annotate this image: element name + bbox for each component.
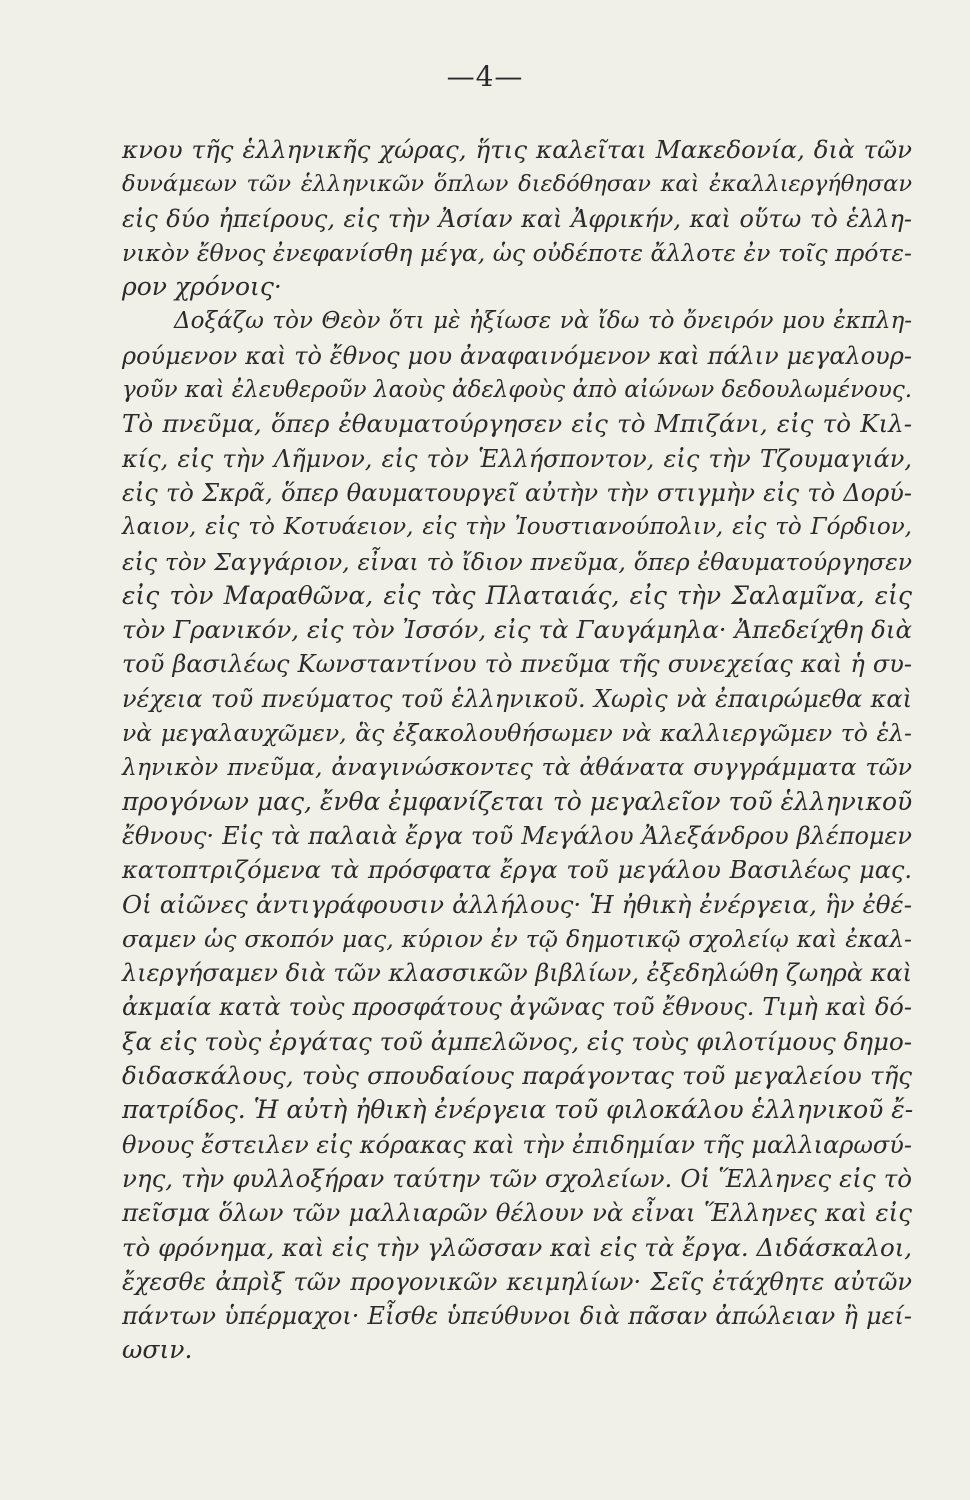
text-line: νης, τὴν φυλλοξήραν ταύτην τῶν σχολείων. Οἱ Ἕλληνες εἰς τὸ [122, 1163, 912, 1193]
text-line: ἔθνους· Εἰς τὰ παλαιὰ ἔργα τοῦ Μεγάλου Ἀλεξάνδρου βλέπομεν [122, 821, 912, 850]
text-line: ρον χρόνοις· [122, 272, 282, 302]
text-line: ρούμενον καὶ τὸ ἔθνος μου ἀναφαινόμενον καὶ πάλιν μεγαλουρ- [122, 341, 912, 370]
text-line: κατοπτριζόμενα τὰ πρόσφατα ἔργα τοῦ μεγάλου Βασιλέως μας. [122, 856, 912, 885]
text-line: δυνάμεων τῶν ἑλληνικῶν ὅπλων διεδόθησαν καὶ ἐκαλλιεργήθησαν [122, 171, 912, 198]
text-line: ἀκμαία κατὰ τοὺς προσφάτους ἀγῶνας τοῦ ἔθνους. Τιμὴ καὶ δό- [122, 993, 912, 1022]
text-line: εἰς τὸν Μαραθῶνα, εἰς τὰς Πλαταιάς, εἰς τὴν Σαλαμῖνα, εἰς [122, 580, 912, 610]
text-line: ωσιν. [122, 1335, 193, 1365]
text-line: ληνικὸν πνεῦμα, ἀναγινώσκοντες τὰ ἀθάνατα συγγράμματα τῶν [122, 753, 912, 782]
text-line: κίς, εἰς τὴν Λῆμνον, εἰς τὸν Ἑλλήσποντον, εἰς τὴν Τζουμαγιάν, [122, 444, 912, 473]
text-line: εἰς τὸ Σκρᾶ, ὅπερ θαυματουργεῖ αὐτὴν τὴν στιγμὴν εἰς τὸ Δορύ- [122, 478, 912, 507]
text-line: κνου τῆς ἑλληνικῆς χώρας, ἥτις καλεῖται Μακεδονία, διὰ τῶν [122, 135, 912, 164]
text-line: εἰς τὸν Σαγγάριον, εἶναι τὸ ἴδιον πνεῦμα, ὅπερ ἐθαυματούργησεν [122, 547, 912, 576]
text-line: Οἱ αἰῶνες ἀντιγράφουσιν ἀλλήλους· Ἡ ἠθικὴ ἐνέργεια, ἣν ἐθέ- [122, 889, 912, 919]
text-line: πεῖσμα ὅλων τῶν μαλλιαρῶν θέλουν νὰ εἶναι Ἕλληνες καὶ εἰς [122, 1198, 912, 1228]
text-line: ἔχεσθε ἀπρὶξ τῶν προγονικῶν κειμηλίων· Σεῖς ἐτάχθητε αὐτῶν [122, 1267, 912, 1296]
text-line: λαιον, εἰς τὸ Κοτυάειον, εἰς τὴν Ἰουστιανούπολιν, εἰς τὸ Γόρδιον, [122, 514, 912, 541]
text-line: νέχεια τοῦ πνεύματος τοῦ ἑλληνικοῦ. Χωρὶς νὰ ἐπαιρώμεθα καὶ [122, 684, 912, 713]
text-line: λιεργήσαμεν διὰ τῶν κλασσικῶν βιβλίων, ἐξεδηλώθη ζωηρὰ καὶ [122, 959, 912, 988]
text-line: διδασκάλους, τοὺς σπουδαίους παράγοντας τοῦ μεγαλείου τῆς [122, 1061, 912, 1091]
text-line: θνους ἔστειλεν εἰς κόρακας καὶ τὴν ἐπιδημίαν τῆς μαλλιαρωσύ- [122, 1130, 912, 1159]
text-line: ξα εἰς τοὺς ἐργάτας τοῦ ἀμπελῶνος, εἰς τοὺς φιλοτίμους δημο- [122, 1026, 912, 1056]
text-line: γοῦν καὶ ἐλευθεροῦν λαοὺς ἀδελφοὺς ἀπὸ αἰώνων δεδουλωμένους. [122, 377, 913, 404]
text-line: τὸ φρόνημα, καὶ εἰς τὴν γλῶσσαν καὶ εἰς τὰ ἔργα. Διδάσκαλοι, [122, 1232, 913, 1262]
text-line: Τὸ πνεῦμα, ὅπερ ἐθαυματούργησεν εἰς τὸ Μπιζάνι, εἰς τὸ Κιλ- [122, 409, 912, 439]
text-line: πάντων ὑπέρμαχοι· Εἶσθε ὑπεύθυνοι διὰ πᾶσαν ἀπώλειαν ἢ μεί- [122, 1302, 912, 1331]
text-line: εἰς δύο ἠπείρους, εἰς τὴν Ἀσίαν καὶ Ἀφρικήν, καὶ οὕτω τὸ ἑλλη- [122, 204, 912, 233]
page-number: —4— [446, 60, 524, 93]
text-line: σαμεν ὡς σκοπόν μας, κύριον ἐν τῷ δημοτικῷ σχολείῳ καὶ ἐκαλ- [122, 924, 912, 953]
text-line: νὰ μεγαλαυχῶμεν, ἃς ἐξακολουθήσωμεν νὰ καλλιεργῶμεν τὸ ἑλ- [122, 719, 912, 748]
text-line: τοῦ βασιλέως Κωνσταντίνου τὸ πνεῦμα τῆς συνεχείας καὶ ἡ συ- [122, 650, 912, 679]
text-line: Δοξάζω τὸν Θεὸν ὅτι μὲ ἠξίωσε νὰ ἴδω τὸ ὄνειρόν μου ἐκπλη- [174, 308, 912, 335]
text-line: τὸν Γρανικόν, εἰς τὸν Ἰσσόν, εἰς τὰ Γαυγάμηλα· Ἀπεδείχθη διὰ [122, 615, 912, 645]
text-line: πατρίδος. Ἡ αὐτὴ ἠθικὴ ἐνέργεια τοῦ φιλοκάλου ἑλληνικοῦ ἔ- [122, 1095, 914, 1125]
text-line: νικὸν ἔθνος ἐνεφανίσθη μέγα, ὡς οὐδέποτε ἄλλοτε ἐν τοῖς πρότε- [122, 238, 912, 267]
body-text [122, 133, 912, 1368]
text-line: προγόνων μας, ἔνθα ἐμφανίζεται τὸ μεγαλεῖον τοῦ ἑλληνικοῦ [122, 786, 913, 816]
